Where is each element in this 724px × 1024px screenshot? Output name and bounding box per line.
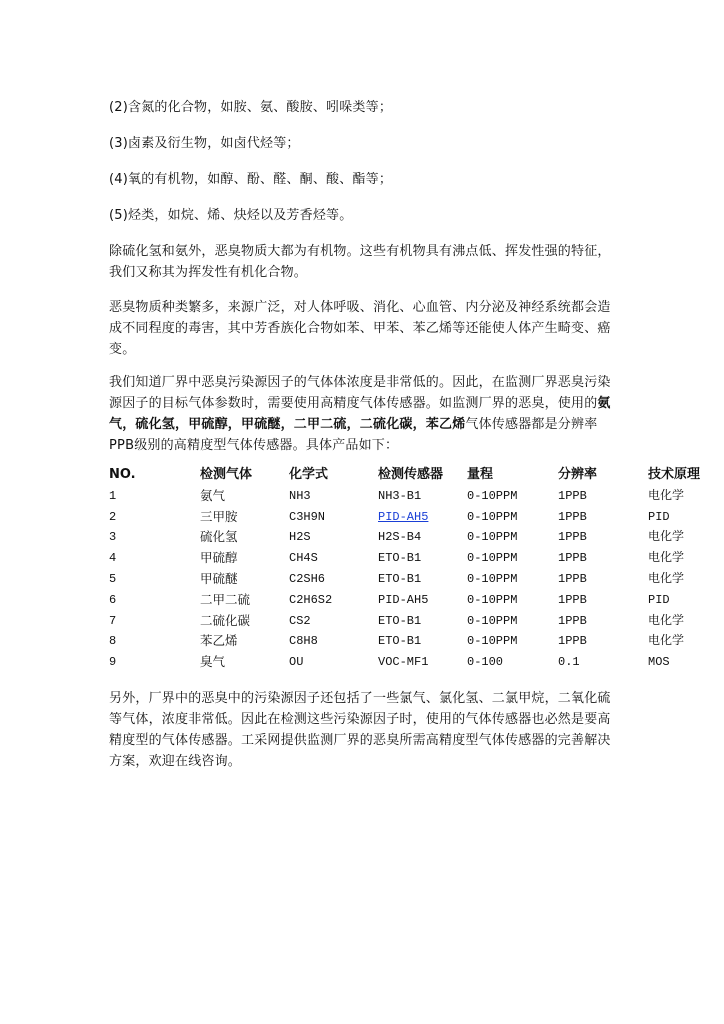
cell-formula: C3H9N: [289, 509, 326, 524]
paragraph-monitoring-text-end: 气体传感器都是分辨率PPB级别的高精度型气体传感器。具体产品如下：: [109, 417, 598, 453]
header-formula: 化学式: [289, 467, 329, 482]
table-row: [109, 527, 724, 548]
list-item-halogens: (3)卤素及衍生物，如卤代烃等；: [109, 136, 300, 151]
cell-gas: 三甲胺: [200, 508, 238, 524]
paragraph-monitoring-text: 我们知道厂界中恶臭污染源因子的气体体浓度是非常低的。因此，在监测厂界恶臭污染源因子的目标气体参数时，需要使用高精度气体传感器。如监测厂界的恶臭，使用的: [109, 375, 611, 411]
sensor-link[interactable]: PID-AH5: [378, 509, 429, 524]
table-row: [109, 590, 724, 611]
table-row: [109, 611, 724, 632]
cell-formula: C2SH6: [289, 571, 326, 586]
cell-range: 0-10PPM: [467, 592, 518, 607]
cell-principle: 电化学: [648, 613, 685, 628]
cell-sensor: NH3-B1: [378, 488, 422, 503]
cell-no: 5: [109, 571, 117, 586]
paragraph-health-effects: 恶臭物质种类繁多，来源广泛，对人体呼吸、消化、心血管、内分泌及神经系统都会造成不同程度的毒害，其中芳香族化合物如苯、甲苯、苯乙烯等还能使人体产生畸变、癌变。: [109, 300, 611, 357]
cell-resolution: 1PPB: [558, 571, 587, 586]
table-row: [109, 631, 724, 652]
list-item-oxygen-organics: (4)氧的有机物，如醇、酚、醛、酮、酸、酯等；: [109, 172, 393, 187]
table-row: [109, 486, 724, 507]
cell-sensor: H2S-B4: [378, 530, 422, 545]
cell-range: 0-10PPM: [467, 613, 518, 628]
cell-resolution: 1PPB: [558, 592, 587, 607]
cell-formula: CS2: [289, 613, 311, 628]
cell-resolution: 1PPB: [558, 488, 587, 503]
cell-principle: 电化学: [648, 488, 685, 503]
cell-sensor: VOC-MF1: [378, 655, 429, 670]
cell-principle: PID: [648, 592, 670, 607]
cell-resolution: 1PPB: [558, 551, 587, 566]
cell-range: 0-10PPM: [467, 530, 518, 545]
cell-principle: 电化学: [648, 634, 685, 649]
paragraph-monitoring-gases: 氨气，硫化氢，甲硫醇，甲硫醚，二甲二硫，二硫化碳，苯乙烯: [109, 396, 611, 432]
cell-formula: C2H6S2: [289, 592, 333, 607]
cell-gas: 甲硫醇: [200, 550, 238, 566]
cell-no: 9: [109, 655, 117, 670]
cell-principle: 电化学: [648, 571, 685, 586]
cell-formula: CH4S: [289, 551, 318, 566]
cell-resolution: 1PPB: [558, 530, 587, 545]
cell-resolution: 0.1: [558, 655, 580, 670]
header-resolution: 分辨率: [558, 467, 598, 482]
cell-no: 4: [109, 551, 117, 566]
cell-gas: 臭气: [200, 654, 226, 670]
cell-range: 0-10PPM: [467, 634, 518, 649]
cell-gas: 氨气: [200, 487, 226, 503]
paragraph-monitoring: [109, 372, 614, 456]
header-principle: 技术原理: [648, 467, 701, 482]
cell-sensor: ETO-B1: [378, 551, 422, 566]
cell-range: 0-10PPM: [467, 509, 518, 524]
paragraph-conclusion: 另外，厂界中的恶臭中的污染源因子还包括了一些氯气、氯化氢、二氯甲烷，二氧化硫等气体，浓度非常低。因此在检测这些污染源因子时，使用的气体传感器也必然是要高精度型的气体传感器。工采网提供监测厂界的恶臭所需高精度型气体传感器的完善解决方案，欢迎在线咨询。: [109, 691, 611, 769]
cell-sensor: ETO-B1: [378, 571, 422, 586]
cell-range: 0-10PPM: [467, 551, 518, 566]
cell-range: 0-100: [467, 655, 504, 670]
cell-resolution: 1PPB: [558, 509, 587, 524]
table-row: [109, 507, 724, 528]
cell-formula: OU: [289, 655, 304, 670]
table-row: [109, 569, 724, 590]
cell-sensor: ETO-B1: [378, 613, 422, 628]
cell-principle: MOS: [648, 655, 670, 670]
cell-no: 7: [109, 613, 117, 628]
header-range: 量程: [467, 467, 494, 482]
cell-no: 6: [109, 592, 117, 607]
cell-range: 0-10PPM: [467, 488, 518, 503]
header-no: NO.: [109, 467, 136, 482]
cell-gas: 二甲二硫: [200, 591, 251, 607]
sensor-table: [109, 465, 724, 673]
cell-principle: PID: [648, 509, 670, 524]
list-item-nitrogen-compounds: (2)含氮的化合物，如胺、氨、酸胺、吲哚类等；: [109, 100, 393, 115]
cell-sensor: PID-AH5: [378, 592, 429, 607]
table-row: [109, 548, 724, 569]
cell-no: 8: [109, 634, 117, 649]
table-row: [109, 652, 724, 673]
cell-formula: NH3: [289, 488, 311, 503]
header-sensor: 检测传感器: [378, 467, 444, 482]
cell-formula: C8H8: [289, 634, 318, 649]
cell-range: 0-10PPM: [467, 571, 518, 586]
cell-principle: 电化学: [648, 530, 685, 545]
cell-no: 2: [109, 509, 117, 524]
cell-sensor: ETO-B1: [378, 634, 422, 649]
cell-gas: 二硫化碳: [200, 612, 251, 628]
cell-gas: 甲硫醚: [200, 570, 238, 586]
cell-no: 1: [109, 488, 117, 503]
table-body: [109, 486, 724, 673]
list-item-hydrocarbons: (5)烃类，如烷、烯、炔烃以及芳香烃等。: [109, 208, 353, 223]
cell-gas: 硫化氢: [200, 529, 238, 545]
header-gas: 检测气体: [200, 467, 253, 482]
cell-resolution: 1PPB: [558, 634, 587, 649]
cell-no: 3: [109, 530, 117, 545]
cell-gas: 苯乙烯: [200, 633, 238, 649]
cell-resolution: 1PPB: [558, 613, 587, 628]
cell-principle: 电化学: [648, 551, 685, 566]
table-header-row: [109, 465, 724, 486]
paragraph-vocs: 除硫化氢和氨外，恶臭物质大都为有机物。这些有机物具有沸点低、挥发性强的特征，我们又称其为挥发性有机化合物。: [109, 244, 611, 280]
cell-formula: H2S: [289, 530, 311, 545]
